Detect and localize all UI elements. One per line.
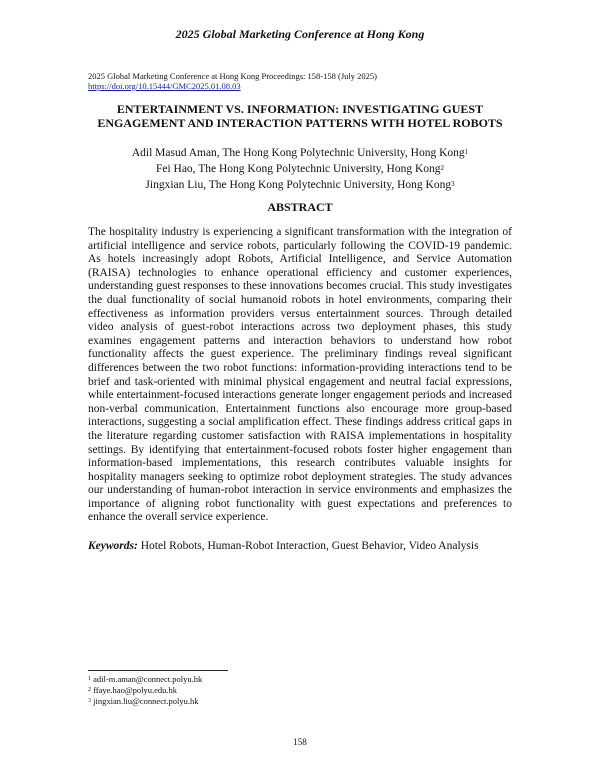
abstract-body: The hospitality industry is experiencing a significant transformation with the integration of artificial intelligence and service robots, particularly following the COVID-19 pandemic. As hotels increasingly adopt Robots, Artificial Intelligence, and Service Automation (RAISA) technologies to enhance operational efficiency and customer experiences, understanding guest responses to these innovations becomes crucial. This study investigates the dual functionality of social humanoid robots in hotel environments, comparing their effectiveness as information providers versus entertainment sources. Through detailed video analysis of guest-robot interactions across two deployment phases, this study examines engagement patterns and interaction behaviors to understand how robot functionality affects the guest experience. The preliminary findings reveal significant differences between the two robot functions: information-providing interactions tend to be brief and task-oriented with minimal physical engagement and neutral facial expressions, while entertainment-focused interactions generate longer engagement periods and increased non-verbal communication. Entertainment functions also encourage more group-based interactions, suggesting a social amplification effect. These findings address critical gaps in the literature regarding customer satisfaction with RAISA implementations in hospitality settings. By identifying that entertainment-focused robots foster higher engagement than information-based implementations, this research contributes valuable insights for hospitality managers seeking to optimize robot deployment strategies. The study advances our understanding of human-robot interaction in service environments and emphasizes the importance of aligning robot functionality with guest expectations and preferences to enhance the overall service experience. (88, 226, 512, 524)
proceedings-citation: 2025 Global Marketing Conference at Hong Kong Proceedings: 158-158 (July 2025) (88, 71, 377, 81)
author-line (60, 145, 540, 161)
author-line (60, 161, 540, 177)
author-line (60, 177, 540, 193)
running-head: 2025 Global Marketing Conference at Hong Kong (175, 27, 425, 41)
footnote-email: jingxian.liu@connect.polyu.hk (93, 696, 199, 706)
footnote-mark: 1 (88, 676, 91, 682)
paper-title (60, 102, 540, 130)
footnote-mark: 3 (451, 180, 455, 188)
footnote-email: adil-m.aman@connect.polyu.hk (93, 674, 203, 684)
footnote-mark: 2 (88, 687, 91, 693)
footnote-mark: 2 (440, 164, 445, 172)
keywords-list: Hotel Robots, Human-Robot Interaction, Guest Behavior, Video Analysis (140, 540, 479, 552)
doi-link[interactable]: https://doi.org/10.15444/GMC2025.01.08.03 (88, 81, 241, 91)
footnote-mark: 1 (464, 148, 469, 156)
footnote (88, 696, 202, 707)
title-line: ENTERTAINMENT VS. INFORMATION: INVESTIGATING GUEST (116, 102, 484, 116)
abstract-heading: ABSTRACT (267, 200, 333, 214)
author-affiliation: Fei Hao, The Hong Kong Polytechnic University, Hong Kong (155, 163, 441, 175)
author-affiliation: Jingxian Liu, The Hong Kong Polytechnic University, Hong Kong (145, 179, 452, 191)
author-list (60, 145, 540, 193)
footnote-mark: 3 (88, 698, 91, 704)
footnotes (88, 674, 202, 707)
keywords (88, 540, 512, 552)
keywords-label: Keywords: (88, 540, 138, 552)
footnote-email: ffaye.hao@polyu.edu.hk (93, 685, 178, 695)
title-line: ENGAGEMENT AND INTERACTION PATTERNS WITH HOTEL ROBOTS (97, 116, 503, 130)
footnote (88, 674, 202, 685)
footnote-divider (88, 670, 228, 671)
author-affiliation: Adil Masud Aman, The Hong Kong Polytechnic University, Hong Kong (131, 147, 465, 159)
page-number: 158 (293, 737, 307, 747)
footnote (88, 685, 202, 696)
